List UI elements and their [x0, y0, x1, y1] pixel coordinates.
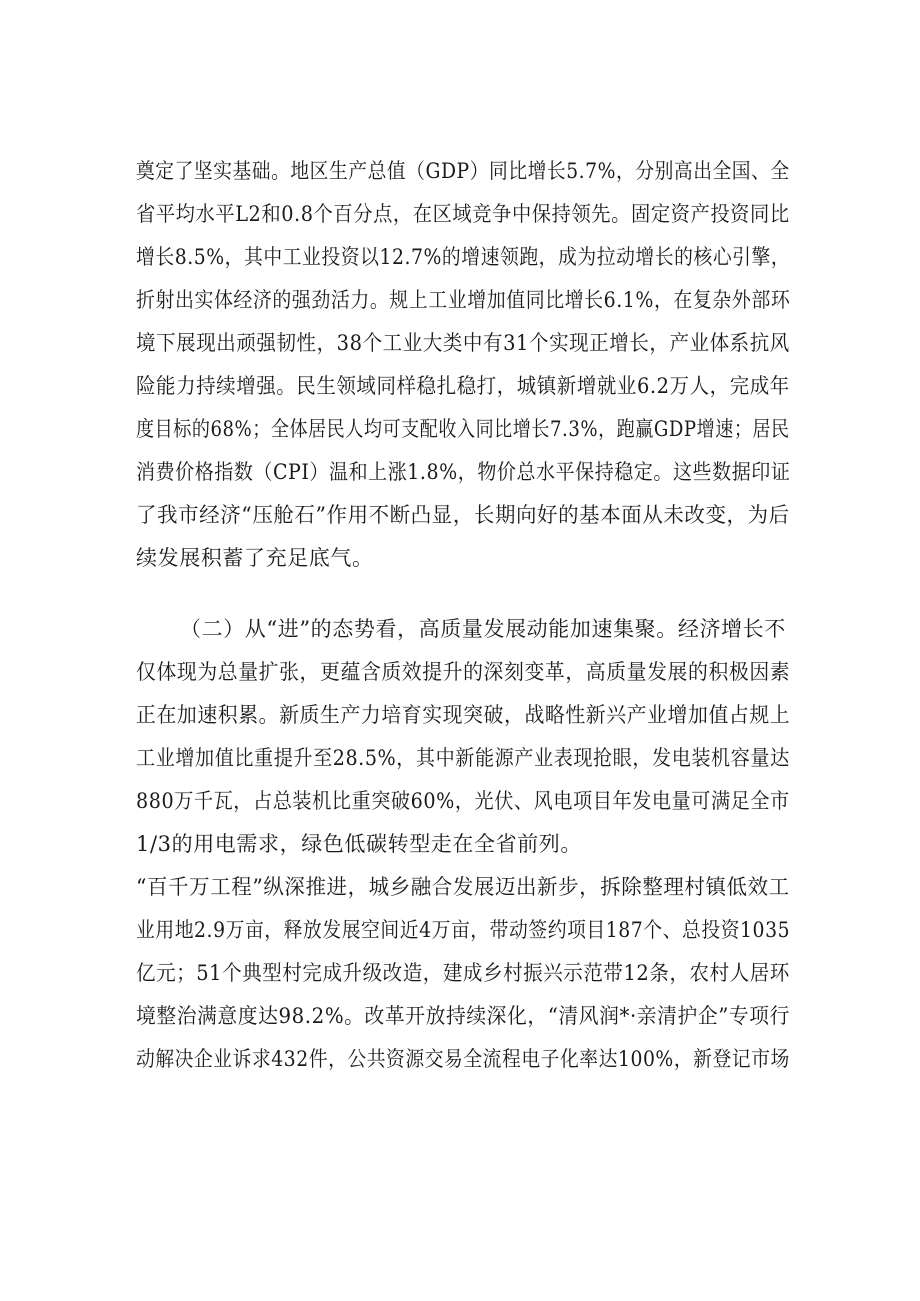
text-line: 亿元；51个典型村完成升级改造，建成乡村振兴示范带12条，农村人居环 — [136, 961, 790, 985]
text-line: 奠定了坚实基础。地区生产总值（GDP）同比增长5.7%，分别高出全国、全 — [136, 159, 790, 183]
text-line: “百千万工程”纵深推进，城乡融合发展迈出新步，拆除整理村镇低效工 — [136, 875, 790, 899]
text-line: 度目标的68%；全体居民人均可支配收入同比增长7.3%，跑赢GDP增速；居民 — [136, 417, 790, 441]
text-line: 续发展积蓄了充足底气。 — [136, 546, 374, 570]
text-line: 境整治满意度达98.2%。改革开放持续深化，“清风润*·亲清护企”专项行 — [136, 1004, 790, 1028]
text-line: 消费价格指数（CPI）温和上涨1.8%，物价总水平保持稳定。这些数据印证 — [136, 460, 791, 484]
text-line: 工业增加值比重提升至28.5%，其中新能源产业表现抢眼，发电装机容量达 — [136, 746, 790, 770]
text-line: 仅体现为总量扩张，更蕴含质效提升的深刻变革，高质量发展的积极因素 — [136, 660, 791, 684]
text-line: 880万千瓦，占总装机比重突破60%，光伏、风电项目年发电量可满足全市 — [136, 789, 790, 813]
text-line: 业用地2.9万亩，释放发展空间近4万亩，带动签约项目187个、总投资1035 — [136, 918, 791, 942]
text-line: 险能力持续增强。民生领域同样稳扎稳打，城镇新增就业6.2万人，完成年 — [136, 374, 790, 398]
text-line: 境下展现出顽强韧性，38个工业大类中有31个实现正增长，产业体系抗风 — [136, 331, 790, 355]
text-line: 动解决企业诉求432件，公共资源交易全流程电子化率达100%，新登记市场 — [136, 1047, 790, 1071]
text-line: 增长8.5%，其中工业投资以12.7%的增速领跑，成为拉动增长的核心引擎， — [136, 245, 791, 269]
text-line: 省平均水平L2和0.8个百分点，在区域竞争中保持领先。固定资产投资同比 — [136, 202, 790, 226]
text-line: 1/3的用电需求，绿色低碳转型走在全省前列。 — [136, 832, 582, 856]
text-line: （二）从“进”的态势看，高质量发展动能加速集聚。经济增长不 — [180, 617, 786, 641]
text-line: 正在加速积累。新质生产力培育实现突破，战略性新兴产业增加值占规上 — [136, 703, 791, 727]
text-line: 折射出实体经济的强劲活力。规上工业增加值同比增长6.1%，在复杂外部环 — [136, 288, 791, 312]
text-line: 了我市经济“压舱石”作用不断凸显，长期向好的基本面从未改变，为后 — [136, 503, 790, 527]
